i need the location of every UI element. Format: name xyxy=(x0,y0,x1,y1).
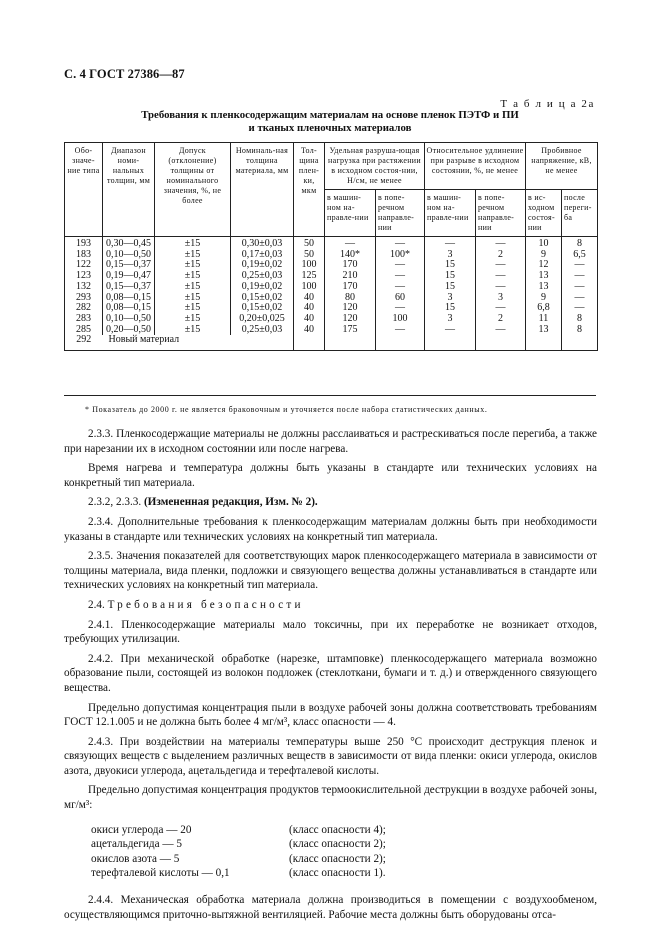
hazard-class: (класс опасности 2); xyxy=(289,852,386,865)
cell-nominal-thickness: 0,15±0,02 xyxy=(231,303,294,314)
cell-voltage-after-bend: 6,5 xyxy=(562,250,598,261)
cell-film-thickness: 100 xyxy=(294,282,325,293)
hazard-class: (класс опасности 2); xyxy=(289,838,386,851)
cell-voltage-after-bend: — xyxy=(562,271,598,282)
body-text xyxy=(64,427,597,927)
concentration-item xyxy=(64,852,597,867)
substance-limit: окиси углерода — 20 xyxy=(91,823,192,836)
amendment-note: (Измененная редакция, Изм. № 2). xyxy=(143,496,318,509)
cell-voltage-initial: 13 xyxy=(526,271,562,282)
requirements-table xyxy=(64,142,598,351)
cell-load-md xyxy=(325,335,376,350)
cell-elong-cd: — xyxy=(476,282,526,293)
cell-load-cd xyxy=(376,335,425,350)
cell-tolerance: ±15 xyxy=(155,237,231,250)
paragraph-heating-time: Время нагрева и температура должны быть указаны в стандарте или технических условиях на конкретный тип материала. xyxy=(64,462,597,489)
table-caption-line1: Требования к пленкосодержащим материалам на основе пленок ПЭТФ и ПИ xyxy=(141,109,519,121)
header-film-thickness: Тол-щина плен-ки, мкм xyxy=(294,143,325,237)
cell-elong-cd: — xyxy=(476,271,526,282)
footnote: * Показатель до 2000 г. не является браковочным и уточняется после набора статистических данных. xyxy=(85,405,488,414)
cell-elong-md: — xyxy=(425,237,476,250)
cell-elong-cd xyxy=(476,335,526,350)
cell-type: 282 xyxy=(65,303,103,314)
cell-tolerance: ±15 xyxy=(155,314,231,325)
cell-voltage-after-bend: 8 xyxy=(562,237,598,250)
cell-type: 123 xyxy=(65,271,103,282)
cell-type: 285 xyxy=(65,325,103,336)
cell-type: 292 xyxy=(65,335,103,350)
cell-load-md: 80 xyxy=(325,293,376,304)
cell-tolerance: ±15 xyxy=(155,303,231,314)
cell-elong-md: 15 xyxy=(425,303,476,314)
paragraph-2-4-4: 2.4.4. Механическая обработка материала должна производиться в помещении с воздухообменом, осуществляющимся приточно-вытяжной вентиляцией. Рабочие места должны быть оборудованы отса- xyxy=(64,894,597,921)
concentration-item xyxy=(64,866,597,881)
table-label: Т а б л и ц а 2а xyxy=(500,98,595,110)
cell-film-thickness xyxy=(294,335,325,350)
cell-type: 193 xyxy=(65,237,103,250)
cell-voltage-after-bend: — xyxy=(562,260,598,271)
cell-type: 183 xyxy=(65,250,103,261)
cell-elong-cd: — xyxy=(476,260,526,271)
cell-nominal-thickness: 0,25±0,03 xyxy=(231,271,294,282)
subheader-load-machine-direction: в машин-ном на-правле-нии xyxy=(325,190,376,237)
cell-tolerance: ±15 xyxy=(155,260,231,271)
cell-nominal-thickness: 0,17±0,03 xyxy=(231,250,294,261)
cell-load-cd: — xyxy=(376,271,425,282)
cell-voltage-initial xyxy=(526,335,562,350)
cell-nominal-thickness: 0,19±0,02 xyxy=(231,260,294,271)
subheader-elong-cross-direction: в попе-речном направле-нии xyxy=(476,190,526,237)
cell-voltage-after-bend: — xyxy=(562,282,598,293)
cell-load-cd: — xyxy=(376,260,425,271)
cell-thickness-range: 0,15—0,37 xyxy=(103,260,155,271)
cell-film-thickness: 125 xyxy=(294,271,325,282)
cell-voltage-after-bend: — xyxy=(562,303,598,314)
cell-elong-md: — xyxy=(425,325,476,336)
cell-thickness-range: 0,15—0,37 xyxy=(103,282,155,293)
cell-elong-cd: 2 xyxy=(476,314,526,325)
cell-thickness-range: 0,19—0,47 xyxy=(103,271,155,282)
paragraph-2-3-5: 2.3.5. Значения показателей для соответствующих марок пленкосодержащего материала в зависимости от толщины материала, вида пленки, подложки и связующего вещества должны устанавливаться в стандарте или технических условиях на конкретный тип материала. xyxy=(64,550,597,592)
paragraph-2-4-2: 2.4.2. При механической обработке (нарезке, штамповке) пленкосодержащего материала возможно образование пыли, состоящей из волокон подложек (стеклоткани, бумаги и т. д.) и отвержденного связующего вещества. xyxy=(64,652,597,694)
cell-tolerance: ±15 xyxy=(155,250,231,261)
cell-load-md: 210 xyxy=(325,271,376,282)
paragraph-2-3-4: 2.3.4. Дополнительные требования к пленкосодержащим материалам должны быть при необходимости указаны в стандарте или технических условиях на конкретный тип материала. xyxy=(64,515,597,543)
hazard-class: (класс опасности 1). xyxy=(289,867,386,880)
paragraph-2-3-3: 2.3.3. Пленкосодержащие материалы не должны расслаиваться и растрескиваться после перегиба, а также при нарезании их в исходном состоянии или после нагрева. xyxy=(64,428,597,455)
cell-film-thickness: 100 xyxy=(294,260,325,271)
cell-elong-md: 15 xyxy=(425,282,476,293)
cell-voltage-initial: 13 xyxy=(526,282,562,293)
subheader-voltage-initial: в ис-ходном состоя-нии xyxy=(526,190,562,237)
cell-voltage-initial: 12 xyxy=(526,260,562,271)
cell-film-thickness: 40 xyxy=(294,325,325,336)
paragraph-dust-limit: Предельно допустимая концентрация пыли в воздухе рабочей зоны должна соответствовать требованиям ГОСТ 12.1.005 и не должна быть более 4 мг/м³, класс опасности — 4. xyxy=(64,701,597,729)
header-type: Обо-значе-ние типа xyxy=(65,143,103,237)
section-2-4-heading xyxy=(64,598,597,613)
cell-voltage-after-bend xyxy=(562,335,598,350)
subheader-load-cross-direction: в попе-речном направле-нии xyxy=(376,190,425,237)
cell-tolerance: ±15 xyxy=(155,271,231,282)
cell-elong-cd: 2 xyxy=(476,250,526,261)
cell-nominal-thickness: 0,30±0,03 xyxy=(231,237,294,250)
cell-load-md: — xyxy=(325,237,376,250)
cell-elong-md: 3 xyxy=(425,314,476,325)
cell-load-cd: — xyxy=(376,303,425,314)
amendment-numbers: 2.3.2, 2.3.3. xyxy=(88,496,144,509)
cell-elong-cd: 3 xyxy=(476,293,526,304)
cell-load-cd: 100* xyxy=(376,250,425,261)
cell-voltage-initial: 10 xyxy=(526,237,562,250)
cell-thickness-range: 0,08—0,15 xyxy=(103,293,155,304)
cell-tolerance: ±15 xyxy=(155,282,231,293)
cell-nominal-thickness: 0,19±0,02 xyxy=(231,282,294,293)
cell-load-md: 120 xyxy=(325,303,376,314)
header-tensile-load: Удельная разруша-ющая нагрузка при растяжении в исходном состоя-нии, Н/см, не менее xyxy=(325,143,425,190)
cell-tolerance: ±15 xyxy=(155,293,231,304)
cell-elong-md: 15 xyxy=(425,271,476,282)
cell-nominal-thickness: 0,25±0,03 xyxy=(231,325,294,336)
section-title: Требования безопасности xyxy=(107,598,304,611)
subheader-voltage-after-bend: после переги-ба xyxy=(562,190,598,237)
cell-load-cd: 60 xyxy=(376,293,425,304)
cell-voltage-initial: 11 xyxy=(526,314,562,325)
cell-voltage-initial: 9 xyxy=(526,293,562,304)
header-elongation: Относительное удлинение при разрыве в исходном состоянии, %, не менее xyxy=(425,143,526,190)
concentration-item xyxy=(64,823,597,838)
cell-load-md: 120 xyxy=(325,314,376,325)
cell-thickness-range: 0,08—0,15 xyxy=(103,303,155,314)
cell-tolerance: ±15 xyxy=(155,325,231,336)
cell-type: 293 xyxy=(65,293,103,304)
cell-type: 132 xyxy=(65,282,103,293)
cell-load-cd: — xyxy=(376,325,425,336)
page-header: С. 4 ГОСТ 27386—87 xyxy=(64,67,185,81)
substance-limit: ацетальдегида — 5 xyxy=(91,838,182,851)
cell-new-material-note: Новый материал xyxy=(103,335,294,350)
cell-elong-cd: — xyxy=(476,237,526,250)
cell-thickness-range: 0,10—0,50 xyxy=(103,314,155,325)
cell-voltage-initial: 13 xyxy=(526,325,562,336)
hazard-class: (класс опасности 4); xyxy=(289,823,386,836)
cell-elong-md: 15 xyxy=(425,260,476,271)
cell-film-thickness: 40 xyxy=(294,303,325,314)
cell-thickness-range: 0,30—0,45 xyxy=(103,237,155,250)
header-thickness-range: Диапазон номи-нальных толщин, мм xyxy=(103,143,155,237)
cell-load-cd: — xyxy=(376,282,425,293)
section-number: 2.4. xyxy=(88,598,108,611)
cell-thickness-range: 0,10—0,50 xyxy=(103,250,155,261)
cell-elong-cd: — xyxy=(476,325,526,336)
cell-nominal-thickness: 0,15±0,02 xyxy=(231,293,294,304)
cell-elong-md: 3 xyxy=(425,250,476,261)
cell-film-thickness: 40 xyxy=(294,293,325,304)
cell-film-thickness: 50 xyxy=(294,237,325,250)
cell-load-md: 170 xyxy=(325,282,376,293)
cell-load-md: 140* xyxy=(325,250,376,261)
cell-type: 122 xyxy=(65,260,103,271)
cell-load-cd: — xyxy=(376,237,425,250)
cell-elong-md xyxy=(425,335,476,350)
footnote-divider xyxy=(64,395,596,396)
cell-voltage-after-bend: 8 xyxy=(562,314,598,325)
cell-type: 283 xyxy=(65,314,103,325)
cell-voltage-after-bend: — xyxy=(562,293,598,304)
header-tolerance: Допуск (отклонение) толщины от номинального значения, %, не более xyxy=(155,143,231,237)
cell-load-cd: 100 xyxy=(376,314,425,325)
cell-nominal-thickness: 0,20±0,025 xyxy=(231,314,294,325)
cell-load-md: 170 xyxy=(325,260,376,271)
paragraph-2-4-3: 2.4.3. При воздействии на материалы температуры выше 250 °С происходит деструкция пленок и связующих веществ с выделением различных веществ в зависимости от вида пленки: окиси углерода, окислов азота, двуокиси углерода, ацетальдегида и терефталевой кислоты. xyxy=(64,735,597,777)
cell-load-md: 175 xyxy=(325,325,376,336)
table-row xyxy=(65,237,598,250)
cell-elong-cd: — xyxy=(476,303,526,314)
cell-voltage-initial: 9 xyxy=(526,250,562,261)
table-row xyxy=(65,335,598,350)
cell-elong-md: 3 xyxy=(425,293,476,304)
cell-thickness-range: 0,20—0,50 xyxy=(103,325,155,336)
cell-film-thickness: 40 xyxy=(294,314,325,325)
cell-film-thickness: 50 xyxy=(294,250,325,261)
substance-limit: терефталевой кислоты — 0,1 xyxy=(91,867,230,880)
table-caption xyxy=(64,109,596,135)
header-breakdown-voltage: Пробивное напряжение, кВ, не менее xyxy=(526,143,598,190)
substance-limit: окислов азота — 5 xyxy=(91,852,180,865)
table-row xyxy=(65,282,598,293)
subheader-elong-machine-direction: в машин-ном на-правле-нии xyxy=(425,190,476,237)
cell-voltage-after-bend: 8 xyxy=(562,325,598,336)
paragraph-amendment xyxy=(64,495,597,510)
paragraph-2-4-1: 2.4.1. Пленкосодержащие материалы мало токсичны, при их переработке не возникает отходов, требующих утилизации. xyxy=(64,618,597,646)
header-nominal-thickness: Номиналь-ная толщина материала, мм xyxy=(231,143,294,237)
paragraph-concentration-intro: Предельно допустимая концентрация продуктов термоокислительной деструкции в воздухе рабочей зоны, мг/м³: xyxy=(64,784,597,812)
concentration-list xyxy=(64,823,597,881)
table-caption-line2: и тканых пленочных материалов xyxy=(248,122,412,134)
table-body xyxy=(65,237,598,351)
concentration-item xyxy=(64,837,597,852)
cell-voltage-initial: 6,8 xyxy=(526,303,562,314)
